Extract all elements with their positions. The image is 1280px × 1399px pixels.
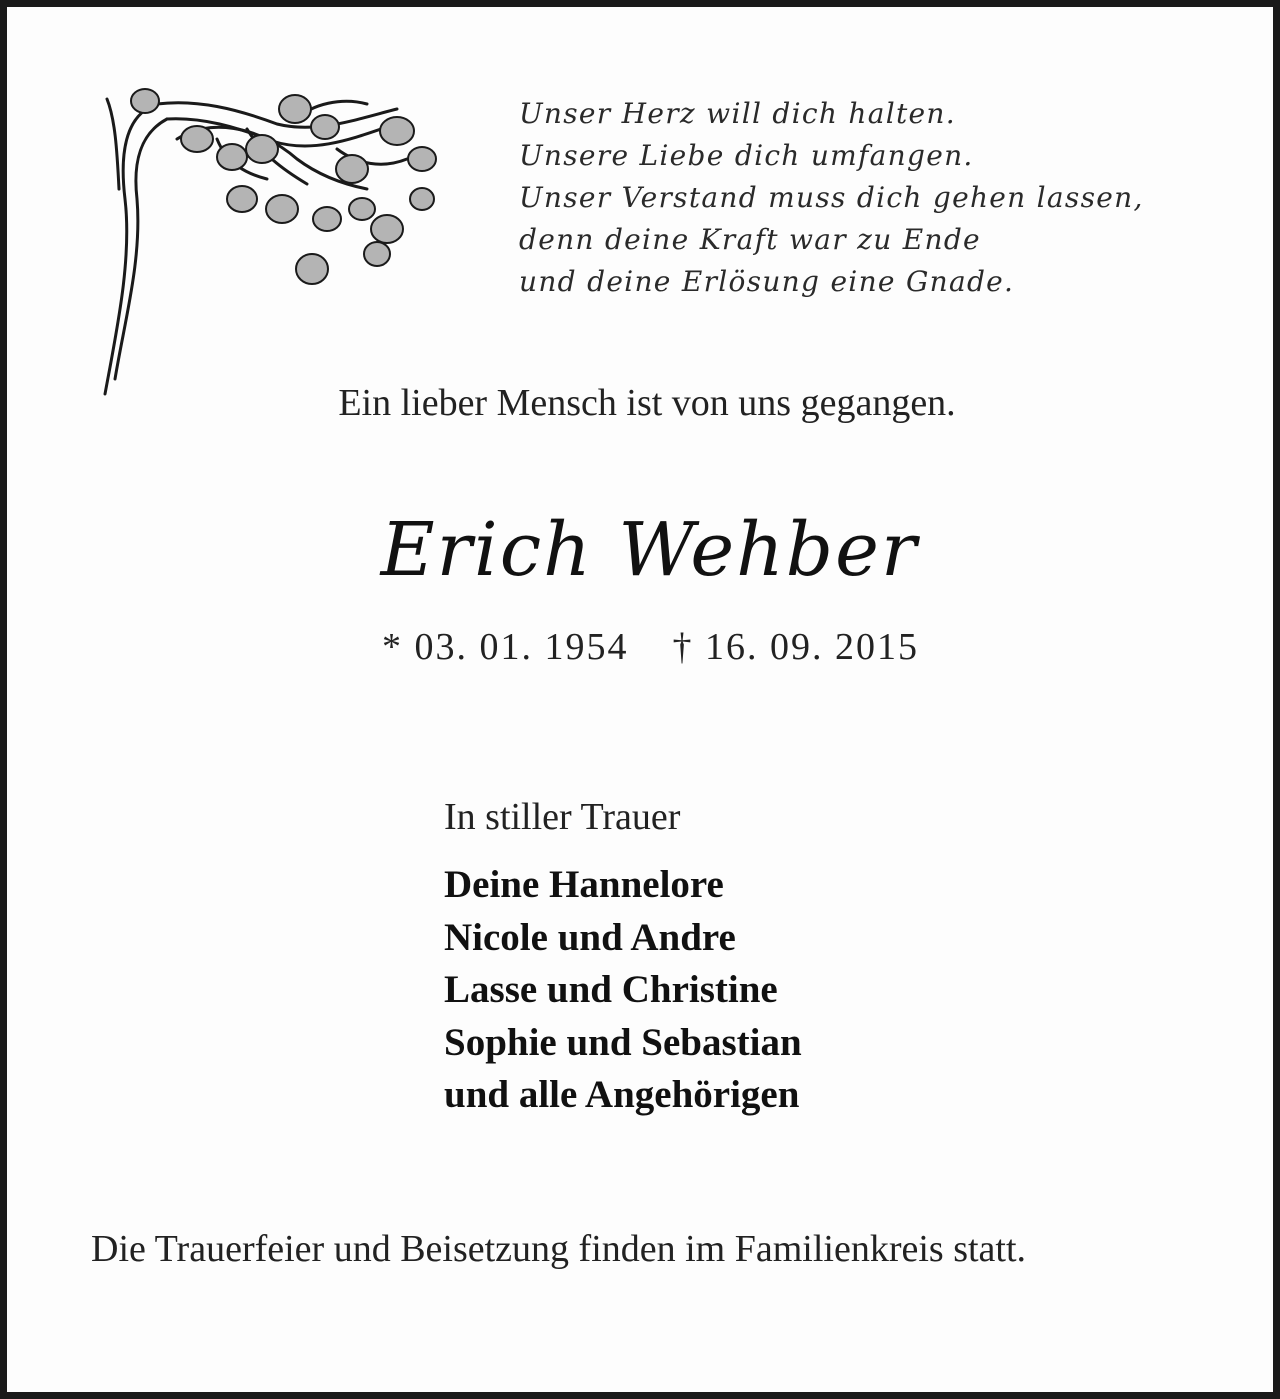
mourner-name: Deine Hannelore (444, 863, 724, 906)
death-date: † 16. 09. 2015 (672, 626, 919, 668)
mourner-name: und alle Angehörigen (444, 1073, 800, 1116)
poem-line: und deine Erlösung eine Gnade. (519, 265, 1015, 298)
mourner-name: Nicole und Andre (444, 915, 736, 959)
poem-line: Unser Herz will dich halten. (519, 97, 956, 130)
life-dates (7, 625, 1280, 669)
poem-line: Unsere Liebe dich umfangen. (519, 139, 974, 172)
mourner-name: Sophie und Sebastian (444, 1020, 802, 1064)
tree-branch-icon (97, 79, 457, 399)
intro-text: Ein lieber Mensch ist von uns gegangen. (338, 382, 956, 424)
poem-line: denn deine Kraft war zu Ende (519, 223, 981, 256)
mourner-name: Lasse und Christine (444, 968, 778, 1011)
mourning-heading: In stiller Trauer (444, 796, 681, 838)
deceased-name: Erich Wehber (380, 507, 919, 593)
memorial-poem (519, 93, 1259, 303)
mourner-list (444, 859, 802, 1122)
poem-line: Unser Verstand muss dich gehen lassen, (519, 181, 1144, 214)
funeral-notice: Die Trauerfeier und Beisetzung finden im Familienkreis statt. (91, 1228, 1027, 1270)
birth-date: * 03. 01. 1954 (382, 626, 629, 668)
